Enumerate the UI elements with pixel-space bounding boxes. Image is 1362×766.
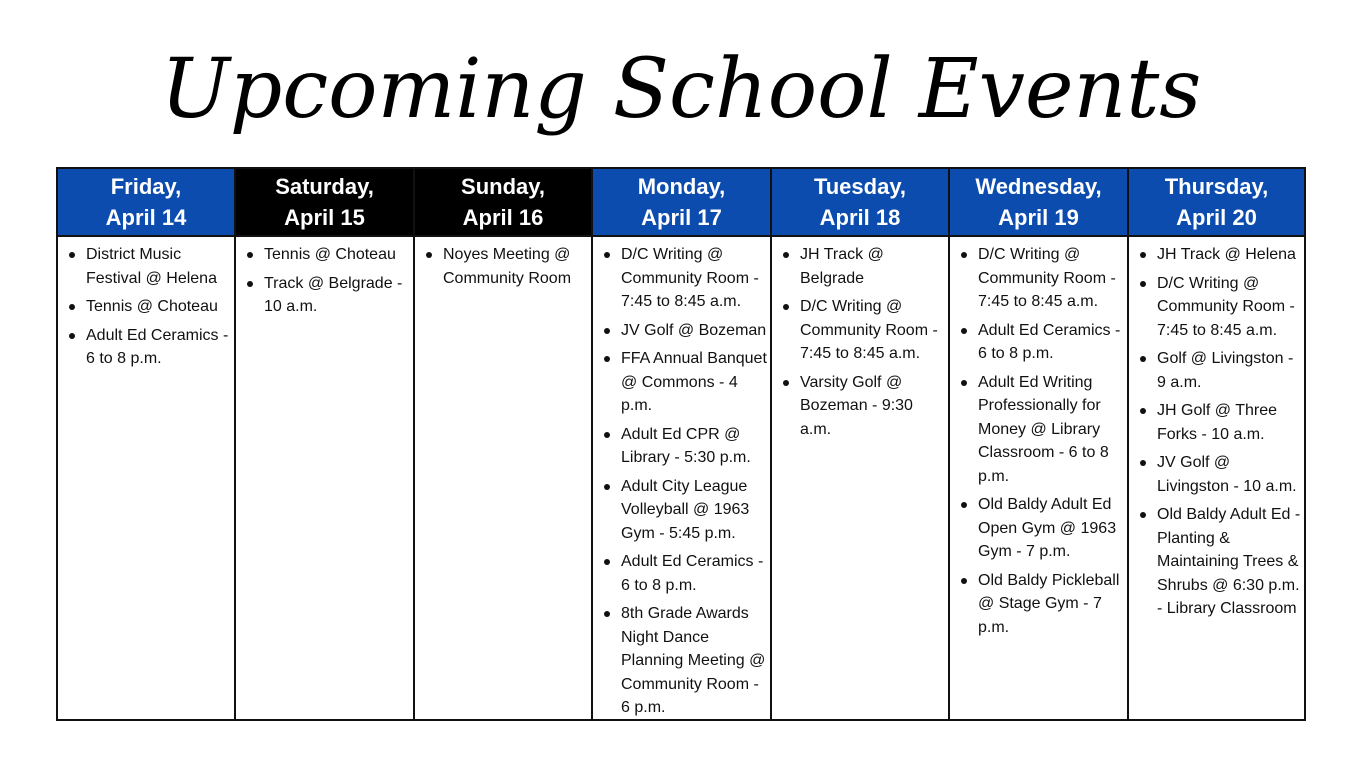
- event-list: [419, 243, 589, 290]
- day-name: Sunday,: [461, 174, 545, 199]
- event-list: [240, 243, 411, 319]
- event-item: Adult Ed Writing Professionally for Money @ Library Classroom - 6 to 8 p.m.: [954, 371, 1125, 489]
- event-list: [1133, 243, 1302, 621]
- day-name: Monday,: [637, 174, 726, 199]
- day-header: [58, 169, 234, 237]
- event-item: D/C Writing @ Community Room - 7:45 to 8:45 a.m.: [597, 243, 768, 314]
- event-list: [954, 243, 1125, 639]
- day-date: April 20: [1176, 205, 1257, 230]
- event-item: Golf @ Livingston - 9 a.m.: [1133, 347, 1302, 394]
- event-list: [597, 243, 768, 720]
- day-name: Thursday,: [1164, 174, 1269, 199]
- day-name: Saturday,: [275, 174, 374, 199]
- event-item: D/C Writing @ Community Room - 7:45 to 8:45 a.m.: [954, 243, 1125, 314]
- day-header: [1129, 169, 1304, 237]
- day-column-thursday: [1129, 169, 1304, 719]
- day-column-wednesday: [950, 169, 1129, 719]
- event-item: Adult Ed Ceramics - 6 to 8 p.m.: [954, 319, 1125, 366]
- day-column-monday: [593, 169, 772, 719]
- day-name: Wednesday,: [975, 174, 1102, 199]
- event-item: District Music Festival @ Helena: [62, 243, 232, 290]
- day-column-sunday: [415, 169, 593, 719]
- event-item: Varsity Golf @ Bozeman - 9:30 a.m.: [776, 371, 946, 442]
- day-column-friday: [58, 169, 236, 719]
- day-date: April 19: [998, 205, 1079, 230]
- event-item: Old Baldy Adult Ed - Planting & Maintaining Trees & Shrubs @ 6:30 p.m. - Library Classroom: [1133, 503, 1302, 621]
- event-item: D/C Writing @ Community Room - 7:45 to 8:45 a.m.: [776, 295, 946, 366]
- page-title: Upcoming School Events: [160, 42, 1202, 137]
- event-item: Noyes Meeting @ Community Room: [419, 243, 589, 290]
- event-item: JV Golf @ Bozeman: [597, 319, 768, 343]
- event-item: Adult Ed Ceramics - 6 to 8 p.m.: [597, 550, 768, 597]
- event-item: JH Track @ Helena: [1133, 243, 1302, 267]
- day-header: [236, 169, 413, 237]
- event-list: [62, 243, 232, 371]
- event-item: FFA Annual Banquet @ Commons - 4 p.m.: [597, 347, 768, 418]
- event-item: Tennis @ Choteau: [62, 295, 232, 319]
- event-item: Adult Ed CPR @ Library - 5:30 p.m.: [597, 423, 768, 470]
- event-item: Track @ Belgrade - 10 a.m.: [240, 272, 411, 319]
- event-item: D/C Writing @ Community Room - 7:45 to 8:45 a.m.: [1133, 272, 1302, 343]
- event-item: Adult Ed Ceramics - 6 to 8 p.m.: [62, 324, 232, 371]
- day-date: April 17: [641, 205, 722, 230]
- day-header: [415, 169, 591, 237]
- day-column-saturday: [236, 169, 415, 719]
- day-column-tuesday: [772, 169, 950, 719]
- day-date: April 15: [284, 205, 365, 230]
- event-item: Tennis @ Choteau: [240, 243, 411, 267]
- event-item: JH Golf @ Three Forks - 10 a.m.: [1133, 399, 1302, 446]
- event-item: JH Track @ Belgrade: [776, 243, 946, 290]
- day-date: April 14: [105, 205, 187, 230]
- day-header: [950, 169, 1127, 237]
- events-calendar: [56, 167, 1306, 721]
- day-name: Friday,: [110, 174, 182, 199]
- day-date: April 16: [462, 205, 544, 230]
- event-item: Old Baldy Adult Ed Open Gym @ 1963 Gym - 7 p.m.: [954, 493, 1125, 564]
- day-name: Tuesday,: [813, 174, 907, 199]
- event-item: 8th Grade Awards Night Dance Planning Meeting @ Community Room - 6 p.m.: [597, 602, 768, 720]
- day-header: [772, 169, 948, 237]
- event-item: Old Baldy Pickleball @ Stage Gym - 7 p.m.: [954, 569, 1125, 640]
- day-header: [593, 169, 770, 237]
- event-item: JV Golf @ Livingston - 10 a.m.: [1133, 451, 1302, 498]
- event-item: Adult City League Volleyball @ 1963 Gym - 5:45 p.m.: [597, 475, 768, 546]
- event-list: [776, 243, 946, 441]
- day-date: April 18: [819, 205, 901, 230]
